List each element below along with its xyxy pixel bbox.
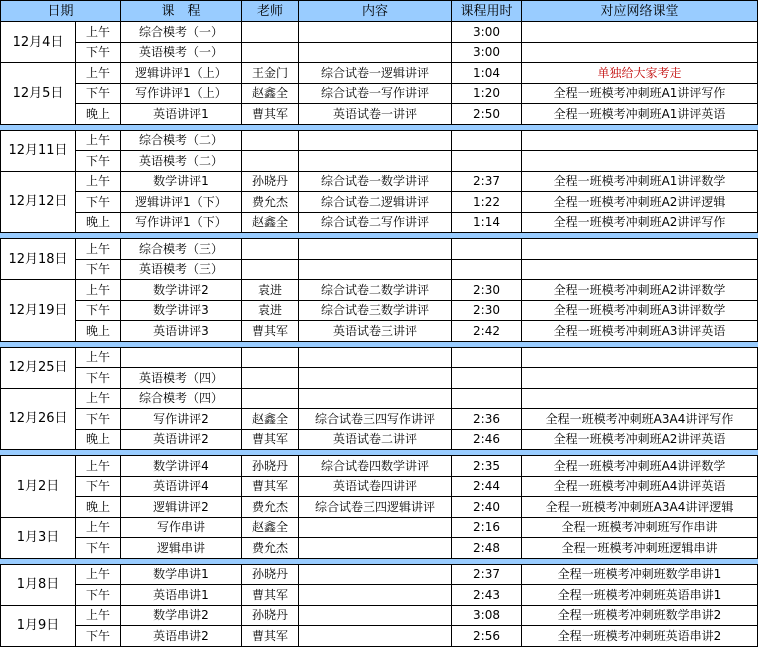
teacher-cell: 孙晓丹 <box>242 606 299 627</box>
course-cell: 逻辑串讲 <box>121 538 242 559</box>
time-cell: 1:20 <box>452 84 522 105</box>
period-cell: 下午 <box>76 626 121 647</box>
teacher-cell: 袁进 <box>242 301 299 322</box>
content-cell: 综合试卷三数学讲评 <box>299 301 452 322</box>
content-cell: 综合试卷二写作讲评 <box>299 213 452 234</box>
teacher-cell: 王金门 <box>242 63 299 84</box>
content-cell <box>299 43 452 64</box>
online-cell <box>522 239 758 260</box>
online-cell: 单独给大家考走 <box>522 63 758 84</box>
course-cell: 数学讲评1 <box>121 172 242 193</box>
content-cell: 综合试卷四数学讲评 <box>299 456 452 477</box>
content-cell <box>299 260 452 281</box>
period-cell: 下午 <box>76 301 121 322</box>
date-cell: 1月9日 <box>0 606 76 647</box>
content-cell: 综合试卷二数学讲评 <box>299 280 452 301</box>
period-cell: 晚上 <box>76 213 121 234</box>
time-cell: 2:35 <box>452 456 522 477</box>
online-cell <box>522 348 758 369</box>
time-cell <box>452 389 522 410</box>
period-cell: 晚上 <box>76 104 121 125</box>
content-cell: 英语试卷二讲评 <box>299 430 452 451</box>
period-cell: 下午 <box>76 368 121 389</box>
online-cell: 全程一班模考冲刺班逻辑串讲 <box>522 538 758 559</box>
online-cell: 全程一班模考冲刺班数学串讲2 <box>522 606 758 627</box>
online-cell <box>522 368 758 389</box>
teacher-cell: 赵鑫全 <box>242 518 299 539</box>
period-cell: 晚上 <box>76 497 121 518</box>
date-cell: 1月3日 <box>0 518 76 559</box>
period-cell: 下午 <box>76 151 121 172</box>
header-course: 课 程 <box>121 0 242 22</box>
date-cell: 12月19日 <box>0 280 76 342</box>
content-cell: 综合试卷二逻辑讲评 <box>299 192 452 213</box>
content-cell <box>299 585 452 606</box>
online-cell <box>522 151 758 172</box>
period-cell: 下午 <box>76 409 121 430</box>
teacher-cell: 孙晓丹 <box>242 172 299 193</box>
content-cell: 综合试卷三四写作讲评 <box>299 409 452 430</box>
content-cell: 综合试卷一数学讲评 <box>299 172 452 193</box>
header-teacher: 老师 <box>242 0 299 22</box>
teacher-cell: 赵鑫全 <box>242 84 299 105</box>
header-content: 内容 <box>299 0 452 22</box>
online-cell: 全程一班模考冲刺班A4讲评英语 <box>522 477 758 498</box>
period-cell: 上午 <box>76 348 121 369</box>
content-cell <box>299 151 452 172</box>
content-cell: 综合试卷三四逻辑讲评 <box>299 497 452 518</box>
period-cell: 上午 <box>76 606 121 627</box>
period-cell: 下午 <box>76 43 121 64</box>
header-duration: 课程用时 <box>452 0 522 22</box>
course-cell: 综合模考（三） <box>121 239 242 260</box>
date-cell: 1月8日 <box>0 565 76 606</box>
period-cell: 晚上 <box>76 430 121 451</box>
period-cell: 下午 <box>76 585 121 606</box>
content-cell <box>299 626 452 647</box>
teacher-cell <box>242 43 299 64</box>
teacher-cell: 曹其军 <box>242 104 299 125</box>
online-cell <box>522 389 758 410</box>
content-cell <box>299 348 452 369</box>
course-cell: 写作讲评1（下） <box>121 213 242 234</box>
content-cell <box>299 518 452 539</box>
content-cell <box>299 368 452 389</box>
teacher-cell <box>242 348 299 369</box>
online-cell: 全程一班模考冲刺班A4讲评数学 <box>522 456 758 477</box>
online-cell: 全程一班模考冲刺班写作串讲 <box>522 518 758 539</box>
course-cell: 英语模考（二） <box>121 151 242 172</box>
teacher-cell: 曹其军 <box>242 626 299 647</box>
date-cell: 12月12日 <box>0 172 76 234</box>
course-cell: 英语讲评4 <box>121 477 242 498</box>
time-cell: 2:46 <box>452 430 522 451</box>
teacher-cell <box>242 260 299 281</box>
online-cell: 全程一班模考冲刺班A2讲评逻辑 <box>522 192 758 213</box>
time-cell: 1:04 <box>452 63 522 84</box>
online-cell: 全程一班模考冲刺班英语串讲2 <box>522 626 758 647</box>
online-cell: 全程一班模考冲刺班A3讲评数学 <box>522 301 758 322</box>
online-cell: 全程一班模考冲刺班A2讲评写作 <box>522 213 758 234</box>
period-cell: 下午 <box>76 477 121 498</box>
time-cell <box>452 368 522 389</box>
teacher-cell: 孙晓丹 <box>242 565 299 586</box>
date-cell: 1月2日 <box>0 456 76 518</box>
teacher-cell <box>242 239 299 260</box>
online-cell: 全程一班模考冲刺班A3A4讲评逻辑 <box>522 497 758 518</box>
period-cell: 上午 <box>76 565 121 586</box>
time-cell: 2:37 <box>452 172 522 193</box>
period-cell: 上午 <box>76 280 121 301</box>
online-cell: 全程一班模考冲刺班A2讲评英语 <box>522 430 758 451</box>
course-cell: 英语模考（三） <box>121 260 242 281</box>
content-cell: 英语试卷一讲评 <box>299 104 452 125</box>
teacher-cell: 曹其军 <box>242 585 299 606</box>
content-cell <box>299 131 452 152</box>
course-cell: 逻辑讲评2 <box>121 497 242 518</box>
teacher-cell <box>242 368 299 389</box>
time-cell: 2:30 <box>452 301 522 322</box>
time-cell: 2:16 <box>452 518 522 539</box>
content-cell <box>299 606 452 627</box>
time-cell: 2:44 <box>452 477 522 498</box>
time-cell <box>452 260 522 281</box>
time-cell: 3:00 <box>452 22 522 43</box>
course-cell: 综合模考（四） <box>121 389 242 410</box>
time-cell: 2:43 <box>452 585 522 606</box>
period-cell: 下午 <box>76 260 121 281</box>
period-cell: 下午 <box>76 84 121 105</box>
online-cell: 全程一班模考冲刺班A2讲评数学 <box>522 280 758 301</box>
time-cell <box>452 131 522 152</box>
time-cell <box>452 348 522 369</box>
content-cell <box>299 22 452 43</box>
online-cell: 全程一班模考冲刺班英语串讲1 <box>522 585 758 606</box>
time-cell: 1:14 <box>452 213 522 234</box>
course-cell: 逻辑讲评1（下） <box>121 192 242 213</box>
teacher-cell: 袁进 <box>242 280 299 301</box>
course-cell: 数学串讲1 <box>121 565 242 586</box>
time-cell: 1:22 <box>452 192 522 213</box>
time-cell: 2:42 <box>452 321 522 342</box>
content-cell: 英语试卷三讲评 <box>299 321 452 342</box>
online-cell: 全程一班模考冲刺班数学串讲1 <box>522 565 758 586</box>
teacher-cell: 曹其军 <box>242 430 299 451</box>
time-cell: 2:30 <box>452 280 522 301</box>
course-cell: 英语模考（四） <box>121 368 242 389</box>
date-cell: 12月18日 <box>0 239 76 280</box>
course-cell: 逻辑讲评1（上） <box>121 63 242 84</box>
teacher-cell: 费允杰 <box>242 192 299 213</box>
period-cell: 下午 <box>76 538 121 559</box>
period-cell: 上午 <box>76 239 121 260</box>
teacher-cell <box>242 389 299 410</box>
teacher-cell: 孙晓丹 <box>242 456 299 477</box>
course-cell: 数学讲评3 <box>121 301 242 322</box>
online-cell <box>522 131 758 152</box>
teacher-cell: 费允杰 <box>242 538 299 559</box>
content-cell <box>299 565 452 586</box>
time-cell: 2:48 <box>452 538 522 559</box>
course-cell: 英语串讲2 <box>121 626 242 647</box>
course-cell: 英语讲评3 <box>121 321 242 342</box>
header-online: 对应网络课堂 <box>522 0 758 22</box>
period-cell: 上午 <box>76 456 121 477</box>
course-cell: 综合模考（二） <box>121 131 242 152</box>
course-cell: 数学讲评4 <box>121 456 242 477</box>
content-cell: 综合试卷一逻辑讲评 <box>299 63 452 84</box>
online-cell <box>522 22 758 43</box>
online-cell <box>522 260 758 281</box>
online-cell: 全程一班模考冲刺班A1讲评数学 <box>522 172 758 193</box>
course-cell: 写作串讲 <box>121 518 242 539</box>
teacher-cell: 曹其军 <box>242 477 299 498</box>
course-cell <box>121 348 242 369</box>
period-cell: 上午 <box>76 518 121 539</box>
date-cell: 12月26日 <box>0 389 76 451</box>
online-cell: 全程一班模考冲刺班A3A4讲评写作 <box>522 409 758 430</box>
teacher-cell <box>242 151 299 172</box>
content-cell <box>299 538 452 559</box>
date-cell: 12月5日 <box>0 63 76 125</box>
date-cell: 12月11日 <box>0 131 76 172</box>
period-cell: 上午 <box>76 172 121 193</box>
course-cell: 综合模考（一） <box>121 22 242 43</box>
course-cell: 英语讲评1 <box>121 104 242 125</box>
course-cell: 写作讲评1（上） <box>121 84 242 105</box>
course-cell: 英语串讲1 <box>121 585 242 606</box>
time-cell: 2:56 <box>452 626 522 647</box>
period-cell: 上午 <box>76 131 121 152</box>
course-cell: 数学讲评2 <box>121 280 242 301</box>
period-cell: 下午 <box>76 192 121 213</box>
period-cell: 晚上 <box>76 321 121 342</box>
date-cell: 12月25日 <box>0 348 76 389</box>
content-cell: 英语试卷四讲评 <box>299 477 452 498</box>
teacher-cell: 赵鑫全 <box>242 409 299 430</box>
content-cell: 综合试卷一写作讲评 <box>299 84 452 105</box>
course-cell: 英语模考（一） <box>121 43 242 64</box>
date-cell: 12月4日 <box>0 22 76 63</box>
time-cell: 2:37 <box>452 565 522 586</box>
time-cell: 3:08 <box>452 606 522 627</box>
online-cell: 全程一班模考冲刺班A1讲评英语 <box>522 104 758 125</box>
teacher-cell <box>242 131 299 152</box>
time-cell: 2:50 <box>452 104 522 125</box>
time-cell: 2:36 <box>452 409 522 430</box>
course-cell: 数学串讲2 <box>121 606 242 627</box>
period-cell: 上午 <box>76 63 121 84</box>
online-cell <box>522 43 758 64</box>
course-cell: 英语讲评2 <box>121 430 242 451</box>
header-date: 日期 <box>0 0 121 22</box>
content-cell <box>299 239 452 260</box>
online-cell: 全程一班模考冲刺班A1讲评写作 <box>522 84 758 105</box>
teacher-cell: 曹其军 <box>242 321 299 342</box>
time-cell <box>452 151 522 172</box>
teacher-cell: 费允杰 <box>242 497 299 518</box>
period-cell: 上午 <box>76 389 121 410</box>
online-cell: 全程一班模考冲刺班A3讲评英语 <box>522 321 758 342</box>
teacher-cell: 赵鑫全 <box>242 213 299 234</box>
course-cell: 写作讲评2 <box>121 409 242 430</box>
period-cell: 上午 <box>76 22 121 43</box>
teacher-cell <box>242 22 299 43</box>
time-cell: 3:00 <box>452 43 522 64</box>
time-cell: 2:40 <box>452 497 522 518</box>
time-cell <box>452 239 522 260</box>
content-cell <box>299 389 452 410</box>
